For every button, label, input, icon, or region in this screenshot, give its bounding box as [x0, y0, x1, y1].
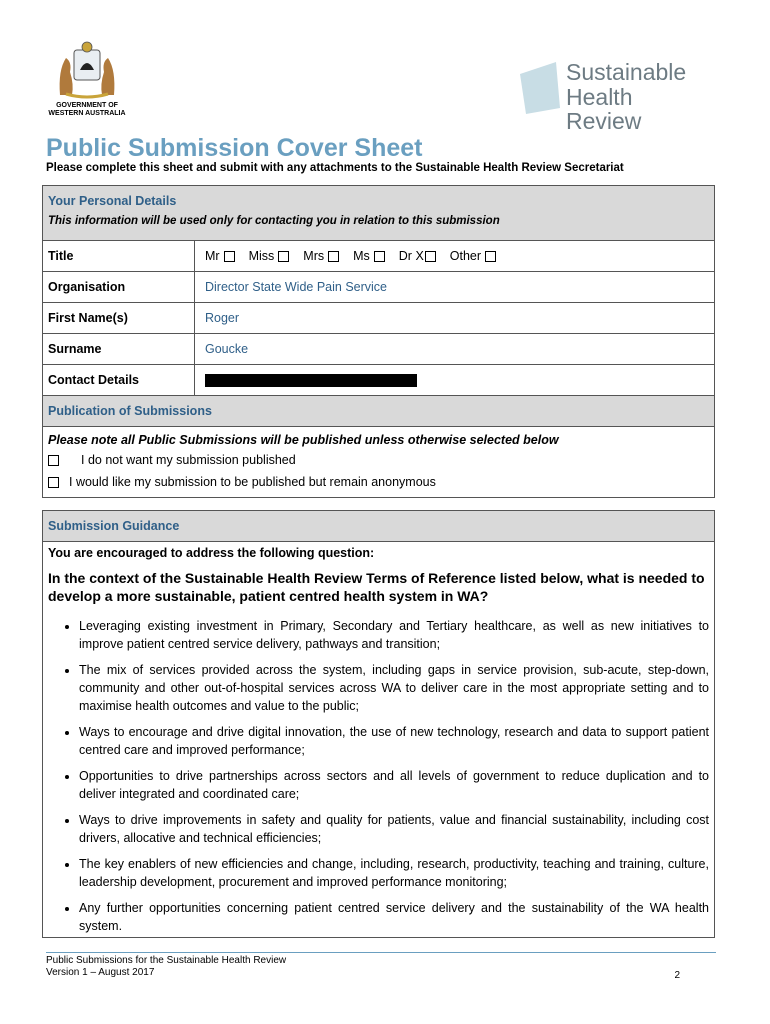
page-subtitle: Please complete this sheet and submit with any attachments to the Sustainable Health Review Secretariat: [46, 162, 624, 174]
guidance-header: [43, 511, 714, 541]
list-item: • Ways to encourage and drive digital innovation, the use of new technology, research and data to support patient centred care and improved performance;: [79, 723, 709, 759]
anonymous-checkbox[interactable]: [48, 477, 59, 488]
guidance-body: [43, 564, 714, 948]
title-option-mr[interactable]: Mr: [205, 249, 235, 263]
redaction-bar: [205, 374, 417, 387]
submission-guidance-section: [42, 510, 715, 938]
government-crest: [44, 40, 130, 118]
anonymous-label: I would like my submission to be published but remain anonymous: [69, 475, 436, 489]
guidance-heading: Submission Guidance: [48, 519, 180, 533]
logo-text-line1: Sustainable: [566, 59, 687, 85]
publication-option-not-published[interactable]: [48, 449, 709, 471]
title-option-other[interactable]: Other: [450, 249, 496, 263]
publication-note: Please note all Public Submissions will be published unless otherwise selected below: [48, 433, 559, 447]
title-label: Title: [43, 241, 195, 271]
dr-checkbox[interactable]: [425, 251, 436, 262]
guidance-intro: You are encouraged to address the following question:: [43, 541, 714, 564]
list-item: • Any further opportunities concerning patient centred service delivery and the sustainability of the WA health system.: [79, 899, 709, 935]
organisation-field[interactable]: Director State Wide Pain Service: [205, 280, 388, 294]
title-option-ms[interactable]: Ms: [353, 249, 385, 263]
personal-details-heading: Your Personal Details: [48, 194, 177, 208]
not-published-checkbox[interactable]: [48, 455, 59, 466]
title-option-mrs[interactable]: Mrs: [303, 249, 339, 263]
logo-shape-icon: [520, 62, 560, 114]
ms-checkbox[interactable]: [374, 251, 385, 262]
publication-header: [43, 395, 714, 426]
personal-details-section: [42, 185, 715, 498]
title-option-dr[interactable]: Dr X: [399, 249, 436, 263]
organisation-row: [43, 271, 714, 302]
surname-label: Surname: [43, 334, 195, 364]
publication-heading: Publication of Submissions: [48, 404, 212, 418]
sustainable-health-review-logo: [520, 59, 710, 134]
surname-row: [43, 333, 714, 364]
page-number: 2: [674, 970, 680, 981]
crest-emblem-icon: [52, 40, 122, 102]
page-footer: [46, 952, 716, 979]
miss-checkbox[interactable]: [278, 251, 289, 262]
list-item: • Leveraging existing investment in Primary, Secondary and Tertiary healthcare, as well as new initiatives to improve patient centred service delivery, pathways and transition;: [79, 617, 709, 653]
personal-details-note: This information will be used only for contacting you in relation to this submission: [48, 215, 500, 227]
contact-details-row: [43, 364, 714, 395]
contact-details-field[interactable]: [195, 365, 714, 395]
contact-details-label: Contact Details: [43, 365, 195, 395]
logo-text-line2: Health Review: [566, 84, 642, 134]
title-option-miss[interactable]: Miss: [249, 249, 290, 263]
first-name-field[interactable]: Roger: [205, 311, 240, 325]
title-row: [43, 240, 714, 271]
list-item: • The mix of services provided across the system, including gaps in service provision, sub-acute, step-down, community and other out-of-hospital services across WA to deliver care in the most appropriate setting and to maximise health outcomes and value to the public;: [79, 661, 709, 715]
title-options: [195, 241, 714, 271]
terms-of-reference-list: [48, 617, 709, 935]
page-title: Public Submission Cover Sheet: [46, 134, 423, 162]
surname-field[interactable]: Goucke: [205, 342, 249, 356]
personal-details-header: [43, 186, 714, 240]
publication-body: [43, 426, 714, 497]
first-name-label: First Name(s): [43, 303, 195, 333]
crest-caption-line1: GOVERNMENT OF: [56, 102, 118, 109]
footer-line2: Version 1 – August 2017: [46, 967, 155, 978]
not-published-label: I do not want my submission published: [81, 453, 296, 467]
list-item: • Opportunities to drive partnerships across sectors and all levels of government to reduce duplication and to deliver integrated and coordinated care;: [79, 767, 709, 803]
organisation-label: Organisation: [43, 272, 195, 302]
footer-line1: Public Submissions for the Sustainable Health Review: [46, 955, 287, 966]
list-item: • Ways to drive improvements in safety and quality for patients, value and financial sustainability, including cost drivers, allocative and technical efficiencies;: [79, 811, 709, 847]
publication-option-anonymous[interactable]: [48, 471, 709, 493]
other-checkbox[interactable]: [485, 251, 496, 262]
crest-caption-line2: WESTERN AUSTRALIA: [48, 110, 126, 117]
list-item: • The key enablers of new efficiencies and change, including, research, productivity, teaching and training, culture, leadership development, procurement and improved performance monitoring;: [79, 855, 709, 891]
guidance-question: In the context of the Sustainable Health Review Terms of Reference listed below, what is needed to develop a more sustainable, patient centred health system in WA?: [48, 570, 705, 604]
mr-checkbox[interactable]: [224, 251, 235, 262]
mrs-checkbox[interactable]: [328, 251, 339, 262]
first-name-row: [43, 302, 714, 333]
